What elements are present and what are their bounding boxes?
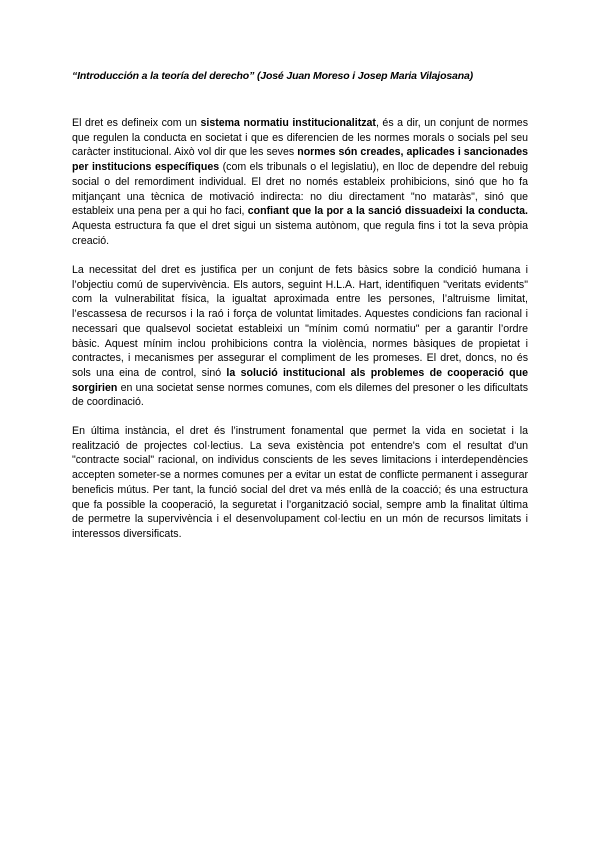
paragraph-conclusion	[72, 424, 528, 542]
document-title: “Introducción a la teoría del derecho” (José Juan Moreso i Josep Maria Vilajosana)	[72, 70, 474, 82]
paragraph-segment-bold: la solució institucional als problemes de cooperació que sorgirien	[72, 366, 528, 394]
paragraph-segment-bold: sistema normatiu institucionalitzat	[200, 117, 376, 129]
paragraph-segment: La necessitat del dret es justifica per un conjunt de fets bàsics sobre la condició humana i l’objectiu comú de supervivència. Els autors, seguint H.L.A. Hart, identifiquen "veritats evidents" com la vulnerabilitat física, la igualtat aproximada entre les persones, l’altruisme limitat, l’escassesa de recursos i la raó i força de voluntat limitades. Aquestes condicions fan racional i necessari que qualsevol societat estableixi un "mínim comú normatiu" per a garantir l’ordre bàsic. Aquest mínim inclou prohibicions contra la violència, normes bàsiques de propietat i contractes, i mecanismes per assegurar el compliment de les promeses. El dret, doncs, no és sols una eina de control, sinó	[72, 264, 528, 379]
paragraph-segment-bold: normes són creades, aplicades i sancionades per institucions específiques	[72, 146, 528, 174]
paragraph-segment: El dret es defineix com un	[72, 117, 201, 129]
paragraph-segment: En última instància, el dret és l’instrument fonamental que permet la vida en societat i la realització de projectes col·lectius. La seva existència pot entendre's com el resultat d'un "contracte social" racional, on individus conscients de les seves limitacions i interdependències accepten someter-se a normes comunes per a evitar un estat de conflicte permanent i assegurar beneficis mútus. Per tant, la funció social del dret va més enllà de la coacció; és una estructura que fa possible la cooperació, la seguretat i l’organització social, sempre amb la finalitat última de permetre la supervivència i el desenvolupament col·lectiu en un món de recursos limitats i interessos diversificats.	[72, 425, 528, 540]
paragraph-segment: Aquesta estructura fa que el dret sigui un sistema autònom, que regula fins i tot la seva pròpia creació.	[72, 219, 528, 247]
paragraph-segment-bold: confiant que la por a la sanció dissuadeixi la conducta.	[247, 205, 528, 218]
paragraph-segment: , és a dir, un conjunt de normes que regulen la conducta en societat i que es diferencien de les normes morals o socials pel seu caràcter institucional. Això vol dir que les seves	[72, 117, 528, 159]
paragraph-definition	[72, 116, 528, 248]
paragraph-segment: (com els tribunals o el legislatiu), en lloc de dependre del rebuig social o del remordiment individual. El dret no només estableix prohibicions, sinó que ho fa mitjançant una tècnica de motivació indirecta: no diu directament "no mataràs", sinó que estableix una pena per a qui ho faci,	[72, 161, 528, 218]
paragraph-necessity	[72, 263, 528, 410]
paragraph-segment: en una societat sense normes comunes, com els dilemes del presoner o les dificultats de coordinació.	[72, 381, 528, 409]
